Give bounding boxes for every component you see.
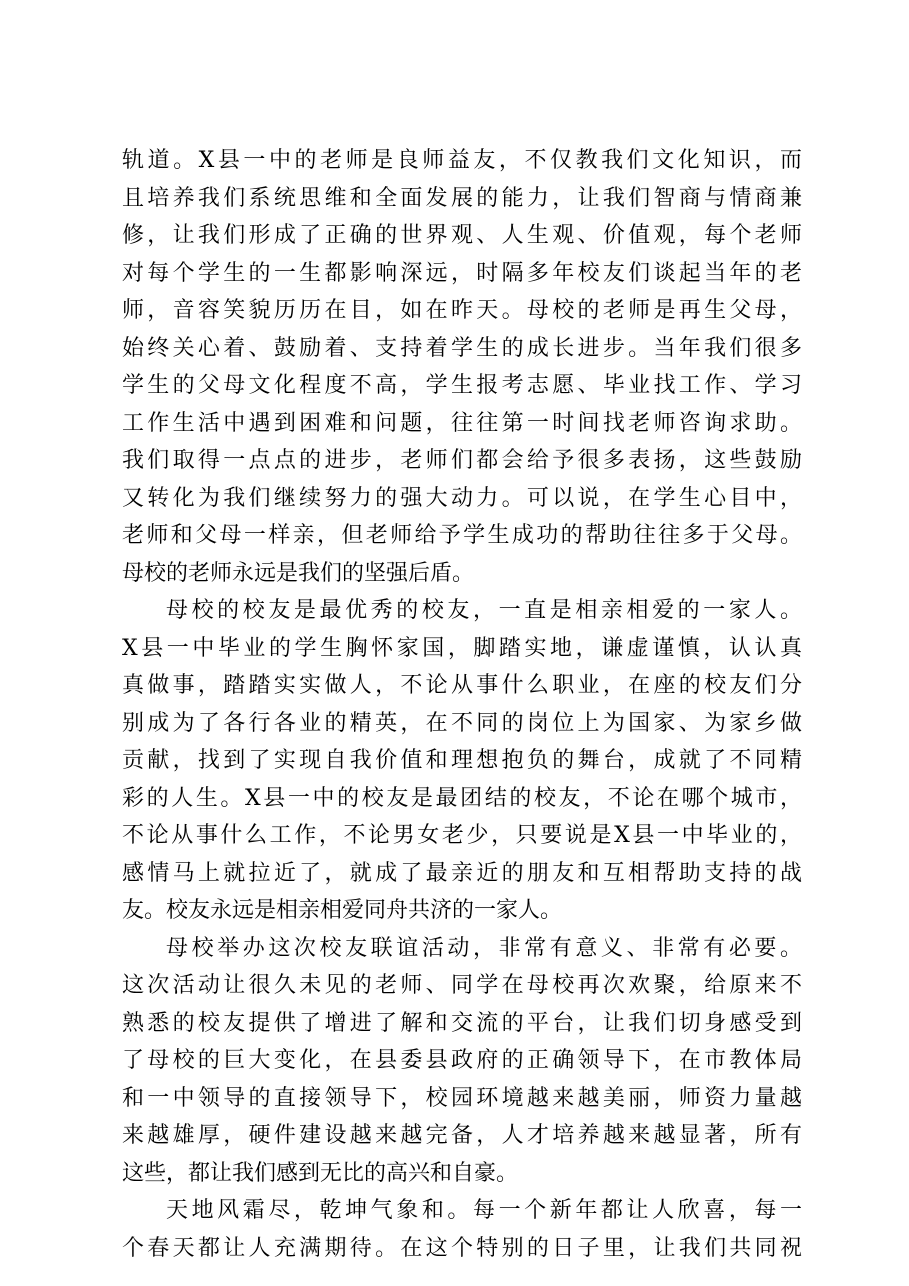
text-line: 不论从事什么工作，不论男女老少，只要说是X县一中毕业的， [122,823,802,848]
text-line: 天地风霜尽，乾坤气象和。每一个新年都让人欣喜，每一 [166,1198,802,1223]
text-line: 工作生活中遇到困难和问题，往往第一时间找老师咨询求助。 [122,410,802,436]
paragraph-alumni [122,592,802,930]
document-body [122,142,802,1267]
text-line: 贡献，找到了实现自我价值和理想抱负的舞台，成就了不同精 [122,748,802,773]
text-line: 来越雄厚，硬件建设越来越完备，人才培养越来越显著，所有 [122,1123,802,1148]
text-line: 母校的老师永远是我们的坚强后盾。 [122,560,475,586]
text-line: 母校的校友是最优秀的校友，一直是相亲相爱的一家人。 [166,598,802,623]
text-line: X县一中毕业的学生胸怀家国，脚踏实地，谦虚谨慎，认认真 [122,635,802,661]
paragraph-closing [122,1192,802,1267]
text-line: 了母校的巨大变化，在县委县政府的正确领导下，在市教体局 [122,1048,802,1073]
text-line: 别成为了各行各业的精英，在不同的岗位上为国家、为家乡做 [122,710,802,736]
paragraph-event [122,930,802,1193]
paragraph-teachers [122,142,802,592]
text-line: 感情马上就拉近了，就成了最亲近的朋友和互相帮助支持的战 [122,860,802,886]
text-line: 师，音容笑貌历历在目，如在昨天。母校的老师是再生父母， [122,298,802,323]
text-line: 真做事，踏踏实实做人，不论从事什么职业，在座的校友们分 [122,673,802,698]
text-line: 修，让我们形成了正确的世界观、人生观、价值观，每个老师 [122,223,802,248]
text-line: 熟悉的校友提供了增进了解和交流的平台，让我们切身感受到 [122,1010,802,1036]
text-line: 老师和父母一样亲，但老师给予学生成功的帮助往往多于父母。 [122,523,802,548]
text-line: 这次活动让很久未见的老师、同学在母校再次欢聚，给原来不 [122,973,802,998]
text-line: 对每个学生的一生都影响深远，时隔多年校友们谈起当年的老 [122,260,802,286]
text-line: 学生的父母文化程度不高，学生报考志愿、毕业找工作、学习 [122,373,802,398]
text-line: 母校举办这次校友联谊活动，非常有意义、非常有必要。 [166,935,802,961]
text-line: 且培养我们系统思维和全面发展的能力，让我们智商与情商兼 [122,185,802,211]
text-line: 彩的人生。X县一中的校友是最团结的校友，不论在哪个城市， [122,785,802,811]
text-line: 个春天都让人充满期待。在这个特别的日子里，让我们共同祝 [122,1235,802,1261]
text-line: 我们取得一点点的进步，老师们都会给予很多表扬，这些鼓励 [122,448,802,473]
text-line: 轨道。X县一中的老师是良师益友，不仅教我们文化知识，而 [122,148,802,173]
text-line: 这些，都让我们感到无比的高兴和自豪。 [122,1160,519,1186]
text-line: 又转化为我们继续努力的强大动力。可以说，在学生心目中， [122,485,802,511]
text-line: 友。校友永远是相亲相爱同舟共济的一家人。 [122,898,563,923]
text-line: 始终关心着、鼓励着、支持着学生的成长进步。当年我们很多 [122,335,802,361]
text-line: 和一中领导的直接领导下，校园环境越来越美丽，师资力量越 [122,1085,802,1111]
